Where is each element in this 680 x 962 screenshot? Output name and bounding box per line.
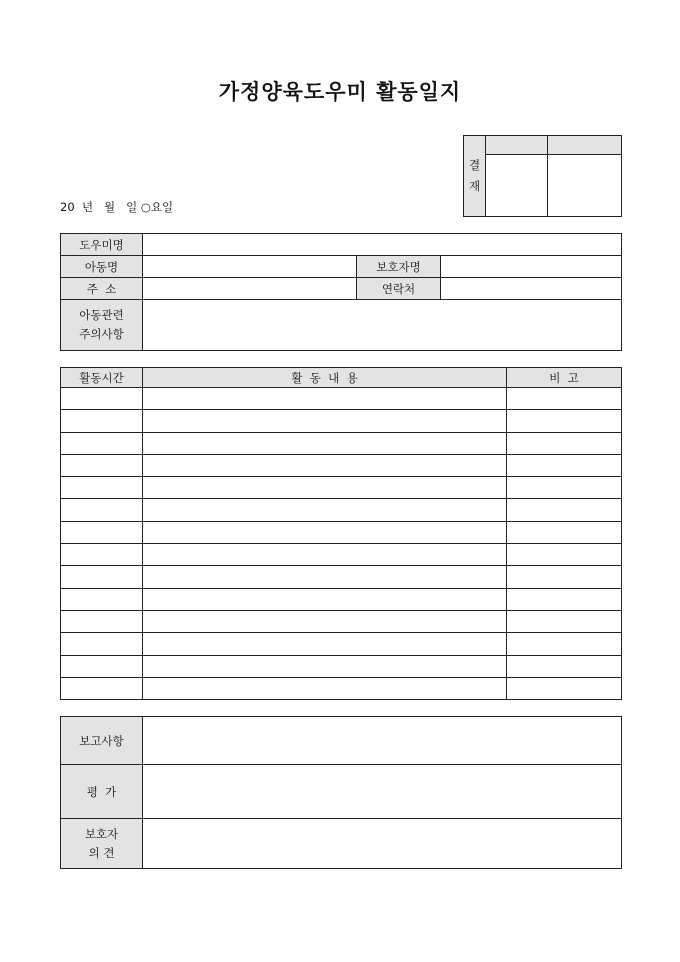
approval-box	[463, 135, 622, 217]
activity-row	[61, 566, 622, 588]
activity-content-cell[interactable]	[143, 521, 507, 543]
activity-content-cell[interactable]	[143, 566, 507, 588]
date-line: 20 년 월 일 ○요일	[60, 200, 174, 214]
activity-note-cell[interactable]	[507, 477, 622, 499]
activity-content-cell[interactable]	[143, 432, 507, 454]
guardian-name-label: 보호자명	[357, 256, 441, 278]
child-notes-label: 아동관련 주의사항	[61, 300, 143, 351]
activity-row	[61, 610, 622, 632]
activity-note-cell[interactable]	[507, 388, 622, 410]
activity-content-header: 활 동 내 용	[143, 368, 507, 388]
child-name-field[interactable]	[143, 256, 357, 278]
activity-time-cell[interactable]	[61, 610, 143, 632]
activity-content-cell[interactable]	[143, 454, 507, 476]
approval-header-1	[486, 136, 548, 155]
guardian-name-field[interactable]	[441, 256, 622, 278]
activity-time-cell[interactable]	[61, 544, 143, 566]
child-name-label: 아동명	[61, 256, 143, 278]
activity-time-cell[interactable]	[61, 566, 143, 588]
activity-note-cell[interactable]	[507, 432, 622, 454]
activity-note-cell[interactable]	[507, 633, 622, 655]
activity-note-cell[interactable]	[507, 499, 622, 521]
activity-row	[61, 677, 622, 699]
info-table	[60, 233, 622, 351]
activity-row	[61, 633, 622, 655]
activity-row	[61, 521, 622, 543]
activity-row	[61, 454, 622, 476]
activity-note-cell[interactable]	[507, 588, 622, 610]
activity-note-cell[interactable]	[507, 521, 622, 543]
report-label: 보고사항	[61, 717, 143, 765]
activity-table	[60, 367, 622, 700]
guardian-opinion-label: 보호자 의 견	[61, 819, 143, 869]
activity-time-cell[interactable]	[61, 432, 143, 454]
helper-name-field[interactable]	[143, 234, 622, 256]
activity-row	[61, 432, 622, 454]
activity-time-cell[interactable]	[61, 388, 143, 410]
activity-row	[61, 477, 622, 499]
activity-content-cell[interactable]	[143, 677, 507, 699]
contact-label: 연락처	[357, 278, 441, 300]
document-title: 가정양육도우미 활동일지	[218, 79, 462, 104]
activity-row	[61, 544, 622, 566]
activity-note-cell[interactable]	[507, 610, 622, 632]
activity-content-cell[interactable]	[143, 588, 507, 610]
approval-sign-2[interactable]	[548, 155, 622, 217]
activity-content-cell[interactable]	[143, 388, 507, 410]
activity-time-header: 활동시간	[61, 368, 143, 388]
activity-row	[61, 499, 622, 521]
evaluation-field[interactable]	[143, 765, 622, 819]
activity-time-cell[interactable]	[61, 655, 143, 677]
activity-note-cell[interactable]	[507, 454, 622, 476]
activity-row	[61, 410, 622, 432]
activity-content-cell[interactable]	[143, 499, 507, 521]
activity-time-cell[interactable]	[61, 588, 143, 610]
evaluation-label: 평 가	[61, 765, 143, 819]
helper-name-label: 도우미명	[61, 234, 143, 256]
report-field[interactable]	[143, 717, 622, 765]
contact-field[interactable]	[441, 278, 622, 300]
activity-rows	[61, 388, 622, 700]
activity-time-cell[interactable]	[61, 633, 143, 655]
activity-content-cell[interactable]	[143, 610, 507, 632]
activity-content-cell[interactable]	[143, 633, 507, 655]
activity-note-header: 비 고	[507, 368, 622, 388]
address-label: 주 소	[61, 278, 143, 300]
activity-note-cell[interactable]	[507, 566, 622, 588]
activity-content-cell[interactable]	[143, 655, 507, 677]
activity-time-cell[interactable]	[61, 521, 143, 543]
approval-label: 결 재	[464, 136, 486, 217]
activity-note-cell[interactable]	[507, 677, 622, 699]
activity-row	[61, 388, 622, 410]
activity-row	[61, 588, 622, 610]
activity-content-cell[interactable]	[143, 410, 507, 432]
activity-time-cell[interactable]	[61, 499, 143, 521]
activity-note-cell[interactable]	[507, 544, 622, 566]
activity-time-cell[interactable]	[61, 454, 143, 476]
activity-row	[61, 655, 622, 677]
approval-header-2	[548, 136, 622, 155]
report-table	[60, 716, 622, 869]
child-notes-field[interactable]	[143, 300, 622, 351]
approval-sign-1[interactable]	[486, 155, 548, 217]
address-field[interactable]	[143, 278, 357, 300]
activity-content-cell[interactable]	[143, 477, 507, 499]
activity-time-cell[interactable]	[61, 410, 143, 432]
guardian-opinion-field[interactable]	[143, 819, 622, 869]
activity-note-cell[interactable]	[507, 410, 622, 432]
activity-content-cell[interactable]	[143, 544, 507, 566]
activity-time-cell[interactable]	[61, 677, 143, 699]
activity-note-cell[interactable]	[507, 655, 622, 677]
activity-time-cell[interactable]	[61, 477, 143, 499]
